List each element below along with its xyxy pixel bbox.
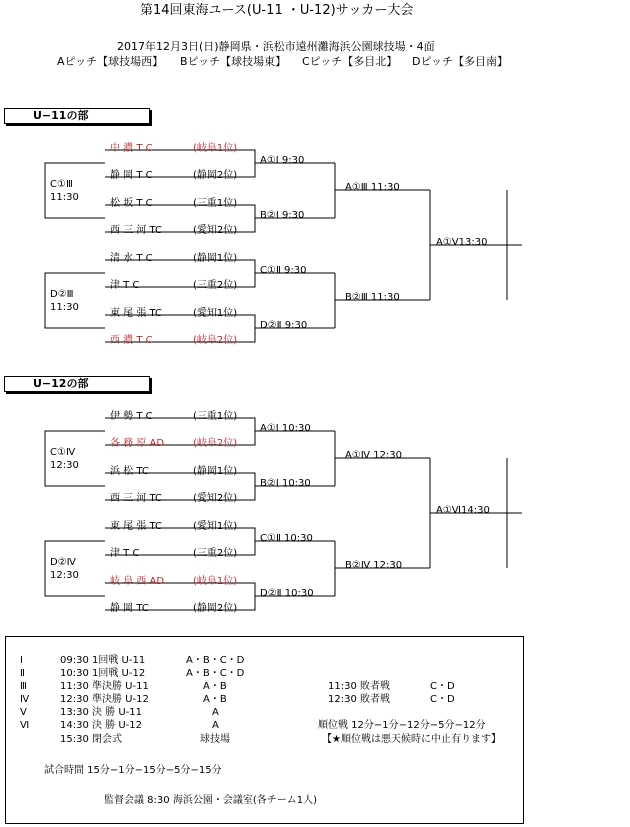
- u12-team-name: 各 務 原 AD: [110, 438, 165, 449]
- u11-r1-match: B②Ⅰ 9:30: [260, 210, 305, 221]
- rain-note: 【★順位戦は悪天候時に中止有ります】: [322, 734, 501, 745]
- schedule-no: Ⅳ: [20, 694, 30, 705]
- schedule-pitch: A・B・C・D: [186, 668, 245, 679]
- pitch-b: Bピッチ【球技場東】: [180, 55, 287, 68]
- managers-meeting: 監督会議 8:30 海浜公園・会議室(各チーム1人): [104, 795, 317, 806]
- schedule-text: 11:30 準決勝 U-11: [60, 681, 149, 692]
- page-title: 第14回東海ユース(U-11 ・U-12)サッカー大会: [140, 3, 414, 18]
- u12-final-match: A①Ⅵ14:30: [436, 505, 490, 516]
- u12-team-pref: (愛知1位): [193, 521, 238, 532]
- u12-team-pref: (愛知2位): [193, 493, 238, 504]
- u11-team-name: 東 尾 張 TC: [110, 308, 163, 319]
- ranking-format: 順位戦 12分−1分−12分−5分−12分: [318, 720, 486, 731]
- u12-team-pref: (岐阜2位): [193, 438, 238, 449]
- u11-team-pref: (三重1位): [193, 198, 238, 209]
- schedule-no: Ⅴ: [20, 707, 27, 718]
- consolation-text: 12:30 敗者戦: [328, 694, 390, 705]
- u12-consol-match: C①Ⅳ: [50, 447, 76, 458]
- u11-consol-time: 11:30: [50, 192, 79, 203]
- u12-team-name: 西 三 河 TC: [110, 493, 163, 504]
- u11-consol-time: 11:30: [50, 302, 79, 313]
- u11-team-name: 静 岡 T C: [110, 170, 153, 181]
- u11-team-pref: (静岡1位): [193, 253, 238, 264]
- u11-semi-match: B②Ⅲ 11:30: [345, 292, 400, 303]
- consolation-pitch: C・D: [430, 681, 455, 692]
- u12-team-pref: (岐阜1位): [193, 576, 238, 587]
- schedule-no: Ⅱ: [20, 668, 25, 679]
- schedule-pitch: 球技場: [200, 734, 230, 745]
- schedule-pitch: A・B: [203, 694, 227, 705]
- u12-r1-match: D②Ⅱ 10:30: [260, 588, 314, 599]
- u12-team-name: 伊 勢 T C: [110, 411, 153, 422]
- u11-team-name: 中 濃 T C: [110, 143, 153, 154]
- pitch-c: Cピッチ【多目北】: [302, 55, 398, 68]
- pitch-a: Aピッチ【球技場西】: [57, 55, 164, 68]
- schedule-text: 14:30 決 勝 U-12: [60, 720, 143, 731]
- pitch-d: Dピッチ【多目南】: [412, 55, 509, 68]
- u12-team-name: 東 尾 張 TC: [110, 521, 163, 532]
- schedule-text: 13:30 決 勝 U-11: [60, 707, 143, 718]
- schedule-text: 09:30 1回戦 U-11: [60, 655, 146, 666]
- u12-team-name: 岐 阜 西 AD: [110, 576, 165, 587]
- u11-r1-match: C①Ⅱ 9:30: [260, 265, 307, 276]
- u12-r1-match: C①Ⅱ 10:30: [260, 533, 313, 544]
- consolation-text: 11:30 敗者戦: [328, 681, 390, 692]
- schedule-no: Ⅵ: [20, 720, 30, 731]
- consolation-pitch: C・D: [430, 694, 455, 705]
- match-time: 試合時間 15分−1分−15分−5分−15分: [44, 765, 222, 776]
- u11-team-pref: (岐阜2位): [193, 335, 238, 346]
- u11-r1-match: D②Ⅱ 9:30: [260, 320, 308, 331]
- u12-team-pref: (静岡2位): [193, 603, 238, 614]
- u12-r1-match: B②Ⅰ 10:30: [260, 478, 311, 489]
- u12-consol-time: 12:30: [50, 570, 79, 581]
- u11-team-name: 西 濃 T C: [110, 335, 153, 346]
- u11-semi-match: A①Ⅲ 11:30: [345, 182, 400, 193]
- schedule-pitch: A・B: [203, 681, 227, 692]
- u11-team-name: 清 水 T C: [110, 253, 153, 264]
- u12-section-label: U−12の部: [4, 376, 150, 392]
- u12-team-name: 津 T C: [110, 548, 140, 559]
- u12-semi-match: B②Ⅳ 12:30: [345, 560, 403, 571]
- u12-team-name: 静 岡 TC: [110, 603, 149, 614]
- u11-team-name: 津 T C: [110, 280, 140, 291]
- u11-r1-match: A①Ⅰ 9:30: [260, 155, 305, 166]
- schedule-pitch: A・B・C・D: [186, 655, 245, 666]
- u11-team-pref: (三重2位): [193, 280, 238, 291]
- u12-team-pref: (三重1位): [193, 411, 238, 422]
- date-venue: 2017年12月3日(日)静岡県・浜松市遠州灘海浜公園球技場・4面: [117, 40, 435, 53]
- u12-consol-time: 12:30: [50, 460, 79, 471]
- u11-team-pref: (愛知1位): [193, 308, 238, 319]
- u12-team-pref: (三重2位): [193, 548, 238, 559]
- u11-final-match: A①Ⅴ13:30: [436, 237, 488, 248]
- schedule-no: Ⅰ: [20, 655, 23, 666]
- schedule-pitch: A: [212, 707, 219, 718]
- schedule-text: 12:30 準決勝 U-12: [60, 694, 149, 705]
- schedule-text: 15:30 閉会式: [60, 734, 122, 745]
- u11-team-pref: (岐阜1位): [193, 143, 238, 154]
- u11-consol-match: D②Ⅲ: [50, 289, 74, 300]
- u11-team-pref: (愛知2位): [193, 225, 238, 236]
- u11-section-label: U−11の部: [4, 108, 150, 124]
- u12-consol-match: D②Ⅳ: [50, 557, 76, 568]
- schedule-pitch: A: [212, 720, 219, 731]
- u11-consol-match: C①Ⅲ: [50, 179, 73, 190]
- u12-r1-match: A①Ⅰ 10:30: [260, 423, 311, 434]
- u12-team-pref: (静岡1位): [193, 466, 238, 477]
- u11-team-pref: (静岡2位): [193, 170, 238, 181]
- u11-team-name: 松 坂 T C: [110, 198, 153, 209]
- u11-team-name: 西 三 河 TC: [110, 225, 163, 236]
- u12-semi-match: A①Ⅳ 12:30: [345, 450, 403, 461]
- schedule-no: Ⅲ: [20, 681, 27, 692]
- schedule-text: 10:30 1回戦 U-12: [60, 668, 146, 679]
- u12-team-name: 浜 松 TC: [110, 466, 149, 477]
